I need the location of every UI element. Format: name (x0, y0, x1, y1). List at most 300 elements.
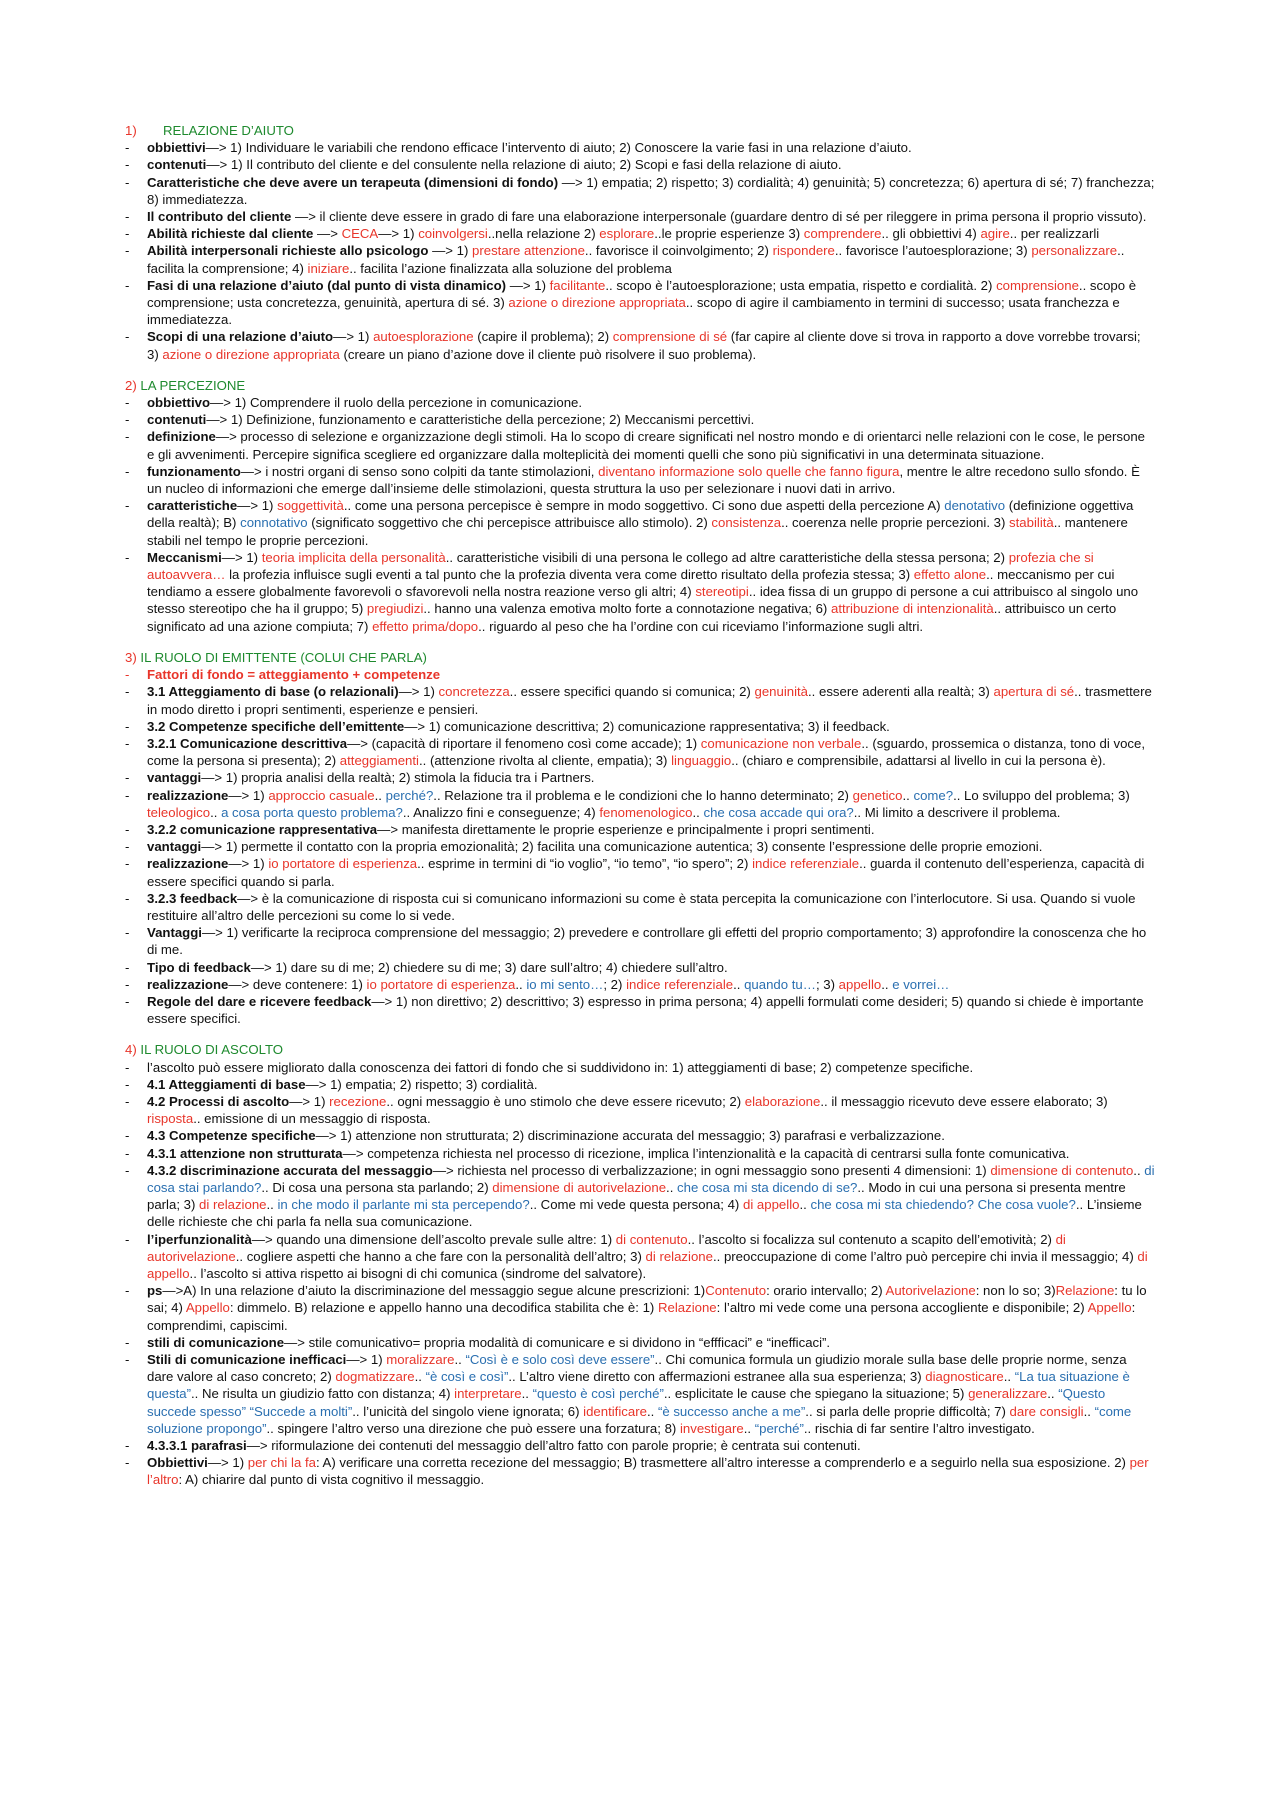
highlight-blue: “questo è così perché” (532, 1386, 664, 1402)
item-label: Stili di comunicazione inefficaci (147, 1352, 347, 1368)
highlight-red: di relazione (199, 1197, 267, 1213)
highlight-red: rispondere (772, 243, 835, 259)
item-text: .. (881, 976, 893, 992)
highlight-red: concretezza (438, 684, 510, 700)
item-text: .. (210, 804, 222, 820)
item-text: .. spingere l’altro verso una direzione che può essere una forzatura; 8) (266, 1420, 680, 1436)
item-text: .. (646, 1403, 658, 1419)
item-label: Fasi di una relazione d’aiuto (dal punto di vista dinamico) (147, 277, 507, 293)
item-text: —> 1) dare su di me; 2) chiedere su di me; 3) dare sull’altro; 4) chiedere sull’altro. (250, 959, 728, 975)
list-item (125, 1162, 1155, 1231)
list-item (125, 1145, 1155, 1162)
item-text: —> 1) Comprendere il ruolo della percezione in comunicazione. (210, 395, 583, 411)
highlight-red: Appello (1087, 1300, 1132, 1316)
bullet-list (125, 666, 1155, 1027)
item-text: .. preoccupazione di come l’altro può percepire chi invia il messaggio; 4) (712, 1248, 1138, 1264)
item-label: vantaggi (147, 770, 202, 786)
highlight-red: dimensione di autorivelazione (492, 1179, 667, 1195)
item-label: 4.3.1 attenzione non strutturata (147, 1145, 343, 1161)
bullet-list (125, 139, 1155, 363)
item-label: contenuti (147, 157, 207, 173)
item-text: —> manifesta direttamente le proprie esperienze e principalmente i propri sentimenti. (377, 821, 875, 837)
item-text: .. (374, 787, 386, 803)
item-text: .. Come mi vede questa persona; 4) (529, 1197, 743, 1213)
item-text: .. (733, 976, 745, 992)
item-label: 3.2 Competenze specifiche dell’emittente (147, 718, 405, 734)
item-label: contenuti (147, 412, 207, 428)
highlight-red: profezia che si autoavvera… (147, 549, 1094, 583)
item-text: .. Lo sviluppo del problema; 3) (953, 787, 1130, 803)
highlight-red: genuinità (754, 684, 809, 700)
highlight-red: atteggiamenti (339, 753, 419, 769)
section-3 (125, 649, 1155, 1027)
list-item (125, 1282, 1155, 1334)
section-heading: IL RUOLO DI EMITTENTE (COLUI CHE PARLA) (140, 649, 427, 665)
list-item (125, 242, 1155, 276)
list-item (125, 1334, 1155, 1351)
highlight-red: di contenuto (615, 1231, 688, 1247)
item-label: 4.2 Processi di ascolto (147, 1093, 290, 1109)
item-text: .. Ne risulta un giudizio fatto con distanza; 4) (191, 1386, 455, 1402)
highlight-blue: “è successo anche a me” (657, 1403, 806, 1419)
highlight-red: recezione (329, 1093, 387, 1109)
item-text: (definizione oggettiva della realtà); B) (147, 498, 1134, 531)
item-text: .. (515, 976, 527, 992)
highlight-red: teleologico (147, 804, 211, 820)
item-text: —> 1) (221, 549, 262, 565)
item-text: .. esplicitate le cause che spiegano la situazione; 5) (663, 1386, 969, 1402)
item-text: —> 1) verificarte la reciproca comprensione del messaggio; 2) prevedere e controllare gli effetti del proprio comportamento; 3) approfondire la conoscenza che ho di me. (147, 925, 1147, 958)
highlight-red: iniziare (307, 260, 350, 276)
item-text: .. (692, 804, 704, 820)
highlight-red: interpretare (454, 1386, 522, 1402)
item-label: l’iperfunzionalità (147, 1231, 252, 1247)
highlight-red: effetto alone (913, 567, 987, 583)
list-item (125, 208, 1155, 225)
list-item (125, 787, 1155, 821)
list-item (125, 735, 1155, 769)
highlight-red: indice referenziale (752, 856, 860, 872)
highlight-red: stereotipi (695, 584, 749, 600)
item-text: l’ascolto può essere migliorato dalla conoscenza dei fattori di fondo che si suddividono in: 1) atteggiamenti di base; 2) competenze specifiche. (147, 1059, 974, 1075)
item-label: caratteristiche (147, 498, 238, 514)
highlight-red: genetico (852, 787, 903, 803)
highlight-red: comprensione di sé (612, 329, 728, 345)
section-heading: LA PERCEZIONE (140, 377, 246, 393)
highlight-red: approccio casuale (268, 787, 375, 803)
list-item (125, 549, 1155, 635)
highlight-red: identificare (583, 1403, 647, 1419)
item-label: obbiettivo (147, 395, 211, 411)
item-text: —> (313, 226, 342, 242)
highlight-red: Contenuto (705, 1283, 767, 1299)
item-text: .. (266, 1197, 278, 1213)
item-text: .. (1047, 1386, 1059, 1402)
highlight-red: facilitante (549, 277, 606, 293)
item-text: —> 1) (428, 243, 473, 259)
highlight-red: CECA (341, 226, 379, 242)
list-item (125, 394, 1155, 411)
item-text: .. mantenere stabili nel tempo le proprie percezioni. (147, 515, 1128, 548)
bullet-list (125, 394, 1155, 635)
item-text: .. Analizzo fini e conseguenze; 4) (402, 804, 600, 820)
item-text: .. caratteristiche visibili di una persona le collego ad altre caratteristiche della stessa persona; 2) (445, 549, 1009, 565)
item-text: .. Relazione tra il problema e le condizioni che lo hanno determinato; 2) (433, 787, 853, 803)
highlight-red: elaborazione (744, 1093, 821, 1109)
item-text: .. esprime in termini di “io voglio”, “io temo”, “io spero”; 2) (417, 856, 753, 872)
list-item (125, 890, 1155, 924)
item-text: —> è la comunicazione di risposta cui si comunicano informazioni su come è stata percepita la comunicazione con l’interlocutore. Si usa. Quando si vuole restituire all’altro delle percezioni su come lo si vede. (147, 890, 1136, 923)
highlight-blue: “La tua situazione è questa” (147, 1369, 1130, 1402)
item-text: —> 1) permette il contatto con la propria emozionalità; 2) facilita una comunicazione autentica; 3) consente l’espressione delle proprie emozioni. (201, 839, 1043, 855)
list-item (125, 225, 1155, 242)
item-label: realizzazione (147, 787, 229, 803)
item-text: —> 1) (207, 1455, 248, 1471)
highlight-red: risposta (147, 1111, 194, 1127)
item-text: .. come una persona percepisce è sempre in modo soggettivo. Ci sono due aspetti della percezione A) (343, 498, 945, 514)
highlight-blue: di cosa stai parlando? (147, 1162, 1155, 1195)
list-item (125, 156, 1155, 173)
item-text: —> 1) Individuare le variabili che rendono efficace l’intervento di aiuto; 2) Conoscere la varie fasi in una relazione d’aiuto. (205, 140, 912, 156)
item-text: : tu lo sai; 4) (147, 1283, 1147, 1316)
item-text: .. scopo è l’autoesplorazione; usta empatia, rispetto e cordialità. 2) (605, 277, 997, 293)
section-number: 3) (125, 649, 137, 665)
item-text: .. attribuisco un certo significato ad una azione compiuta; 7) (147, 601, 1117, 634)
list-item (125, 924, 1155, 958)
highlight-red: Autorivelazione (885, 1283, 976, 1299)
item-text: —> 1) empatia; 2) rispetto; 3) cordialità. (305, 1076, 538, 1092)
item-label: funzionamento (147, 463, 241, 479)
section-heading: RELAZIONE D’AIUTO (163, 123, 294, 138)
item-label: obbiettivi (147, 140, 206, 156)
highlight-red: soggettività (277, 498, 344, 514)
list-item (125, 1351, 1155, 1437)
item-text: —> 1) (289, 1093, 330, 1109)
highlight-blue: che cosa mi sta dicendo di se? (677, 1179, 858, 1195)
item-text: —> competenza richiesta nel processo di ricezione, implica l’intenzionalità e la capacità di centrarsi sulla fonte comunicativa. (342, 1145, 1070, 1161)
section-title (125, 377, 1155, 394)
item-label: 3.2.3 feedback (147, 890, 238, 906)
item-label: stili di comunicazione (147, 1334, 285, 1350)
section-title (125, 1041, 1155, 1058)
highlight-red: pregiudizi (366, 601, 424, 617)
item-text: —> 1) propria analisi della realtà; 2) stimola la fiducia tra i Partners. (201, 770, 595, 786)
highlight-red: effetto prima/dopo (372, 618, 479, 634)
list-item (125, 497, 1155, 549)
item-text: .. guarda il contenuto dell’esperienza, capacità di essere specifici quando si parla. (147, 856, 1145, 889)
highlight-red: autoesplorazione (373, 329, 474, 345)
highlight-red: comprendere (803, 226, 882, 242)
section-2 (125, 377, 1155, 635)
item-label: Il contributo del cliente (147, 209, 292, 225)
highlight-red: personalizzare (1031, 243, 1118, 259)
list-item (125, 718, 1155, 735)
item-text: .. (521, 1386, 533, 1402)
item-text: .. il messaggio ricevuto deve essere elaborato; 3) (820, 1093, 1108, 1109)
highlight-red: di relazione (645, 1248, 713, 1264)
highlight-red: dimensione di contenuto (990, 1162, 1134, 1178)
highlight-red: linguaggio (671, 753, 732, 769)
item-text: .. gli obbiettivi 4) (881, 226, 981, 242)
highlight-blue: “come soluzione propongo” (147, 1403, 1132, 1436)
item-label: 4.3.3.1 parafrasi (147, 1438, 247, 1454)
list-item (125, 666, 1155, 683)
item-text: .. facilita l’azione finalizzata alla soluzione del problema (349, 260, 672, 276)
highlight-red: appello (838, 976, 882, 992)
item-text: .. l’unicità del singolo viene ignorata; 6) (352, 1403, 584, 1419)
highlight-blue: perché? (385, 787, 434, 803)
list-item (125, 976, 1155, 993)
list-item (125, 1231, 1155, 1283)
item-text: .. emissione di un messaggio di risposta. (193, 1111, 431, 1127)
item-text: —> il cliente deve essere in grado di fare una elaborazione interpersonale (guardare dentro di sé per rileggere in prima persona il proprio vissuto). (291, 209, 1147, 225)
highlight-red: per l’altro (147, 1455, 1149, 1488)
highlight-blue: “Questo succede spesso” “Succede a molti” (147, 1386, 1106, 1419)
item-label: 4.3.2 discriminazione accurata del messaggio (147, 1162, 433, 1178)
list-item (125, 328, 1155, 362)
list-item (125, 838, 1155, 855)
bullet-list (125, 1059, 1155, 1489)
highlight-red: io portatore di esperienza (366, 976, 516, 992)
list-item (125, 428, 1155, 462)
item-text: .. essere aderenti alla realtà; 3) (808, 684, 994, 700)
item-text: : dimmelo. B) relazione e appello hanno una decodifica stabilita che è: 1) (229, 1300, 658, 1316)
highlight-blue: denotativo (944, 498, 1006, 514)
item-text: (far capire al cliente dove si trova in rapporto a dove vorrebbe trovarsi; 3) (147, 329, 1141, 362)
item-text: .. (1003, 1369, 1015, 1385)
item-label: realizzazione (147, 856, 229, 872)
list-item (125, 1093, 1155, 1127)
item-text: —> 1) empatia; 2) rispetto; 3) cordialità; 4) genuinità; 5) concretezza; 6) apertura di sé; 7) franchezza; 8) immediatezza. (147, 174, 1155, 207)
list-item (125, 139, 1155, 156)
item-text: .. (743, 1420, 755, 1436)
item-text: : l’altro mi vede come una persona accogliente e disponibile; 2) (716, 1300, 1088, 1316)
item-text: : non lo so; 3) (975, 1283, 1056, 1299)
item-label: Caratteristiche che deve avere un terapeuta (dimensioni di fondo) (147, 174, 559, 190)
item-text: .. Chi comunica formula un giudizio morale sulla base delle proprie norme, senza dare valore al caso concreto; 2) (147, 1352, 1127, 1385)
item-text: .. si parla delle proprie difficoltà; 7) (805, 1403, 1010, 1419)
list-item (125, 769, 1155, 786)
item-text: .. l’ascolto si attiva rispetto ai bisogni di chi comunica (sindrome del salvatore). (189, 1266, 647, 1281)
highlight-red: di appello (743, 1197, 800, 1213)
item-text: : A) verificare una corretta recezione del messaggio; B) trasmettere all’altro interesse a comprenderlo e a seguirlo nella sua esposizione. 2) (315, 1455, 1130, 1471)
highlight-red: agire (980, 226, 1010, 242)
highlight-red: io portatore di esperienza (268, 856, 418, 872)
item-text: —> 1) Il contributo del cliente e del consulente nella relazione di aiuto; 2) Scopi e fasi della relazione di aiuto. (206, 157, 842, 173)
item-text: —> 1) (228, 787, 269, 803)
item-label: Meccanismi (147, 549, 222, 565)
item-text: —> 1) (378, 226, 419, 242)
section-heading: IL RUOLO DI ASCOLTO (140, 1042, 284, 1058)
item-text: —>A) In una relazione d’aiuto la discriminazione del messaggio segue alcune prescrizioni: 1) (162, 1283, 706, 1299)
highlight-blue: come? (913, 787, 954, 803)
highlight-red: prestare attenzione (472, 243, 585, 259)
highlight-red: dare consigli (1009, 1403, 1084, 1419)
item-text: —> 1) (228, 856, 269, 872)
item-text: .. scopo di agire il cambiamento in termini di successo; usata franchezza e immediatezza. (147, 295, 1120, 328)
item-text: ..le proprie esperienze 3) (654, 226, 804, 242)
item-text: —> deve contenere: 1) (228, 976, 367, 992)
highlight-red: comprensione (996, 277, 1079, 293)
highlight-red: investigare (679, 1420, 744, 1436)
list-item (125, 821, 1155, 838)
list-item (125, 993, 1155, 1027)
item-text: ; 2) (603, 976, 627, 992)
item-text: —> riformulazione dei contenuti del messaggio dell’altro fatto con parole proprie; è centrata sui contenuti. (246, 1438, 861, 1454)
highlight-red: stabilità (1009, 515, 1054, 531)
item-text: —> richiesta nel processo di verbalizzazione; in ogni messaggio sono presenti 4 dimensioni: 1) (432, 1162, 991, 1178)
section-number: 1) (125, 123, 137, 138)
item-text: .. favorisce il coinvolgimento; 2) (584, 243, 773, 259)
item-label: Obbiettivi (147, 1455, 208, 1471)
item-label: Regole del dare e ricevere feedback (147, 993, 372, 1009)
item-text: .. (1083, 1403, 1095, 1419)
list-item (125, 855, 1155, 889)
item-text: : comprendimi, capiscimi. (147, 1300, 1136, 1333)
item-label-red: Fattori di fondo = atteggiamento + competenze (147, 667, 441, 683)
list-item (125, 411, 1155, 428)
item-text: —> 1) (506, 277, 550, 293)
list-item (125, 1076, 1155, 1093)
list-item (125, 959, 1155, 976)
highlight-blue: io mi sento… (526, 976, 604, 992)
highlight-red: esplorare (599, 226, 655, 242)
highlight-red: Appello (185, 1300, 230, 1316)
item-text: .. (454, 1352, 466, 1368)
item-text: .. hanno una valenza emotiva molto forte a connotazione negativa; 6) (423, 601, 831, 617)
highlight-blue: a cosa porta questo problema? (221, 804, 403, 820)
item-text: .. coerenza nelle proprie percezioni. 3) (781, 515, 1010, 531)
list-item (125, 1127, 1155, 1144)
item-label: 4.1 Atteggiamenti di base (147, 1076, 306, 1092)
list-item (125, 1454, 1155, 1488)
item-text: —> 1) non direttivo; 2) descrittivo; 3) espresso in prima persona; 4) appelli formulati come desideri; 5) quando si chiede è importante essere specifici. (147, 993, 1144, 1027)
item-text: .. cogliere aspetti che hanno a che fare con la personalità dell’altro; 3) (235, 1248, 646, 1264)
item-text: —> 1) Definizione, funzionamento e caratteristiche della percezione; 2) Meccanismi percettivi. (206, 412, 755, 428)
list-item (125, 277, 1155, 329)
item-label: realizzazione (147, 976, 229, 992)
item-text: .. (799, 1197, 811, 1213)
item-text: .. L’insieme delle richieste che chi parla fa nella sua comunicazione. (147, 1197, 1142, 1230)
section-number: 2) (125, 377, 137, 393)
item-text: —> quando una dimensione dell’ascolto prevale sulle altre: 1) (251, 1231, 616, 1247)
highlight-red: fenomenologico (599, 804, 693, 820)
item-label: 3.1 Atteggiamento di base (o relazionali) (147, 684, 399, 700)
list-item (125, 463, 1155, 497)
highlight-red: moralizzare (386, 1352, 455, 1368)
section-title (125, 122, 1155, 139)
section-4 (125, 1041, 1155, 1488)
item-text: .. facilita la comprensione; 4) (147, 243, 1125, 276)
list-item (125, 683, 1155, 717)
item-text: .. Mi limito a descrivere il problema. (853, 804, 1061, 820)
item-text: .. (chiaro e comprensibile, adattarsi al livello in cui la persona è). (731, 753, 1106, 769)
item-text: .. (666, 1179, 678, 1195)
item-text: —> i nostri organi di senso sono colpiti da tante stimolazioni, (240, 463, 599, 479)
item-text: (significato soggettivo che chi percepisce attribuisce allo stimolo). 2) (307, 515, 712, 531)
highlight-red: teoria implicita della personalità (261, 549, 446, 565)
section-title (125, 649, 1155, 666)
highlight-red: attribuzione di intenzionalità (830, 601, 994, 617)
highlight-red: consistenza (711, 515, 782, 531)
item-label: Scopi di una relazione d’aiuto (147, 329, 334, 345)
item-text: —> stile comunicativo= propria modalità di comunicare e si dividono in “effficaci” e “inefficaci”. (284, 1334, 831, 1350)
item-label: Vantaggi (147, 925, 202, 941)
highlight-red: diventano informazione solo quelle che fanno figura (598, 463, 900, 479)
item-text: .. essere specifici quando si comunica; 2) (509, 684, 755, 700)
item-text: la profezia influisce sugli eventi a tal punto che la profezia diventa vera come diretto risultato della profezia stessa; 3) (225, 567, 914, 583)
highlight-red: coinvolgersi (418, 226, 488, 242)
item-text: .. meccanismo per cui tendiamo a essere globalmente favorevoli o sfavorevoli nella nostra reazione verso gli altri; 4) (147, 567, 1115, 600)
item-text: : orario intervallo; 2) (766, 1283, 886, 1299)
item-text: .. trasmettere in modo diretto i propri sentimenti, esperienze e pensieri. (147, 684, 1152, 717)
list-item (125, 1059, 1155, 1076)
highlight-red: azione o direzione appropriata (162, 346, 340, 362)
highlight-blue: “perché” (754, 1420, 804, 1436)
highlight-red: dogmatizzare (335, 1369, 415, 1385)
highlight-red: azione o direzione appropriata (508, 295, 686, 311)
item-text: .. Modo in cui una persona si presenta mentre parla; 3) (147, 1179, 1126, 1213)
item-text: —> 1) (237, 498, 278, 514)
item-label: Abilità richieste dal cliente (147, 226, 314, 242)
highlight-red: per chi la fa (247, 1455, 316, 1471)
item-text: .. (attenzione rivolta al cliente, empatia); 3) (418, 753, 672, 769)
highlight-red: Relazione (1055, 1283, 1115, 1299)
item-text: (capire il problema); 2) (473, 329, 613, 345)
item-label: 4.3 Competenze specifiche (147, 1128, 316, 1144)
highlight-blue: che cosa accade qui ora? (703, 804, 854, 820)
item-label: Tipo di feedback (147, 959, 251, 975)
highlight-red: diagnosticare (925, 1369, 1004, 1385)
highlight-blue: che cosa mi sta chiedendo? Che cosa vuole? (810, 1197, 1076, 1213)
highlight-blue: “Così è e solo così deve essere” (465, 1352, 655, 1368)
document-page (125, 122, 1155, 1503)
highlight-red: Relazione (657, 1300, 717, 1316)
item-text: .. per realizzarli (1009, 226, 1100, 242)
item-text: (creare un piano d’azione dove il cliente può risolvere il suo problema). (339, 346, 757, 362)
item-text: —> processo di selezione e organizzazione degli stimoli. Ha lo scopo di creare significati nel nostro mondo e di orientarci nelle relazioni con le cose, le persone e gli avvenimenti. Percepire significa scegliere ed organizzare dalla molteplicità dei momenti quelli che sono più significativi in una determinata situazione. (147, 429, 1145, 462)
item-text: —> 1) (398, 684, 439, 700)
item-text: .. favorisce l’autoesplorazione; 3) (834, 243, 1032, 259)
highlight-red: di appello (147, 1248, 1148, 1281)
highlight-red: di autorivelazione (147, 1231, 1066, 1264)
item-text: : A) chiarire dal punto di vista cognitivo il messaggio. (178, 1472, 485, 1488)
section-1 (125, 122, 1155, 363)
list-item (125, 174, 1155, 208)
item-label: ps (147, 1283, 163, 1299)
highlight-blue: connotativo (240, 515, 308, 531)
item-text: —> 1) (346, 1352, 387, 1368)
list-item (125, 1437, 1155, 1454)
item-text: .. L’altro viene diretto con affermazioni estranee alla sua esperienza; 3) (508, 1369, 926, 1385)
highlight-red: apertura di sé (993, 684, 1075, 700)
item-label: Abilità interpersonali richieste allo psicologo (147, 243, 429, 259)
highlight-red: indice referenziale (626, 976, 734, 992)
item-text: .. l’ascolto si focalizza sul contenuto a scapito dell’emotività; 2) (687, 1231, 1056, 1247)
item-label: vantaggi (147, 839, 202, 855)
item-text: .. idea fissa di un gruppo di persone a cui attribuisco al singolo uno stesso stereotipo che ha il gruppo; 5) (147, 584, 1139, 617)
item-text: .. ogni messaggio è uno stimolo che deve essere ricevuto; 2) (386, 1093, 745, 1109)
item-text: ..nella relazione 2) (487, 226, 600, 242)
item-text: .. scopo è comprensione; usta concretezza, genuinità, apertura di sé. 3) (147, 277, 1137, 311)
item-text: —> 1) attenzione non strutturata; 2) discriminazione accurata del messaggio; 3) parafrasi e verbalizzazione. (315, 1128, 945, 1144)
item-text: —> 1) (333, 329, 374, 345)
item-text: —> (capacità di riportare il fenomeno così come accade); 1) (347, 735, 701, 751)
item-text: .. riguardo al peso che ha l’ordine con cui riceviamo l’informazione sugli altri. (478, 618, 924, 634)
item-text: .. rischia di far sentire l’altro investigato. (803, 1420, 1035, 1436)
item-text: ; 3) (815, 976, 839, 992)
highlight-red: generalizzare (968, 1386, 1048, 1402)
